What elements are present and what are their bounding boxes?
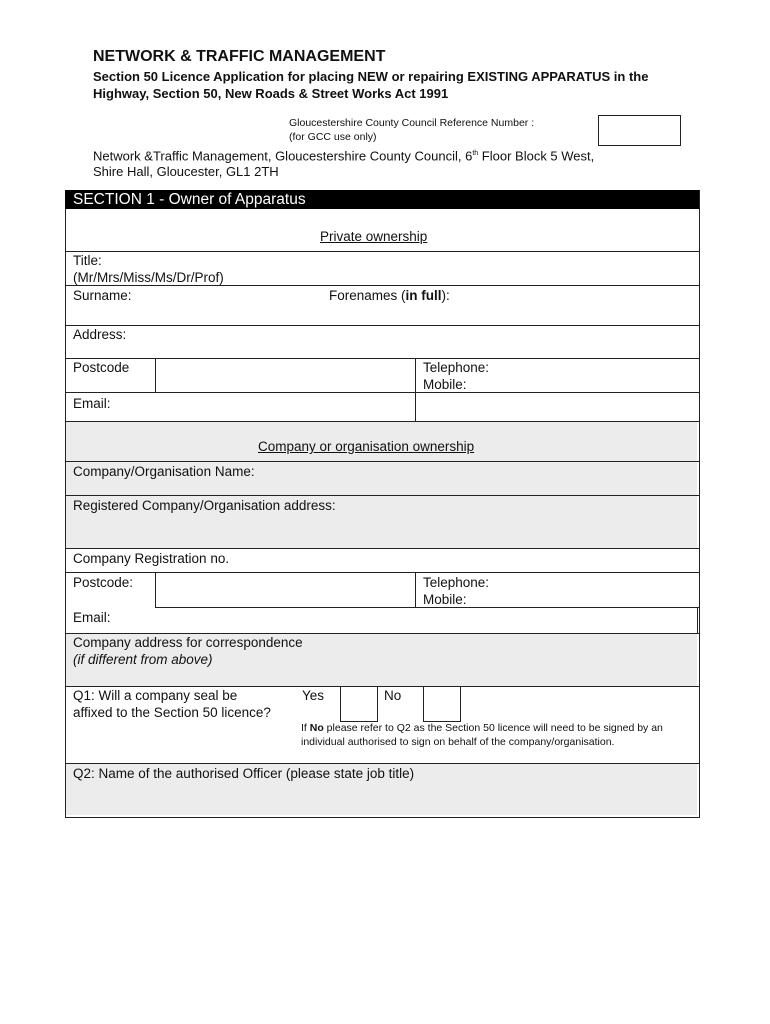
forenames-label: Forenames ( <box>329 288 406 303</box>
correspondence-label <box>73 634 303 668</box>
divider <box>415 572 416 607</box>
q1-note-end: please refer to Q2 as the Section 50 licence will need to be signed by an individual authorised to sign on behalf of the company/organisation. <box>301 722 663 748</box>
email-field[interactable]: Email: <box>73 396 111 411</box>
forenames-label-end: ): <box>441 288 450 303</box>
company-email-field[interactable]: Email: <box>73 610 111 625</box>
postcode-label: Postcode <box>73 360 130 375</box>
council-address <box>93 146 673 180</box>
telephone-label: Telephone: <box>423 360 490 375</box>
reference-label-line2: (for GCC use only) <box>289 131 377 143</box>
correspondence-note: (if different from above) <box>73 652 213 667</box>
reference-label <box>289 116 534 144</box>
registration-number-field[interactable]: Company Registration no. <box>73 551 230 566</box>
divider <box>65 461 699 462</box>
phone-field[interactable] <box>423 359 693 393</box>
address-part1: Network &Traffic Management, Gloucestershire County Council, 6 <box>93 148 473 164</box>
page-title: NETWORK & TRAFFIC MANAGEMENT <box>93 48 386 65</box>
reference-number-field[interactable] <box>598 115 681 146</box>
q1-note-bold: No <box>309 722 324 734</box>
company-name-label: Company/Organisation Name: <box>73 464 255 479</box>
forenames-field[interactable] <box>329 287 689 323</box>
registered-address-label: Registered Company/Organisation address: <box>73 498 336 513</box>
yes-checkbox[interactable] <box>340 686 378 722</box>
divider <box>65 421 699 422</box>
company-phone-field[interactable] <box>423 574 693 608</box>
no-label: No <box>384 688 402 703</box>
divider <box>65 548 699 549</box>
no-checkbox[interactable] <box>423 686 461 722</box>
divider <box>65 763 699 764</box>
q1-label: Q1: Will a company seal be affixed to the Section 50 licence? <box>73 688 271 720</box>
divider <box>155 572 156 607</box>
title-label: Title: <box>73 253 102 268</box>
section-header <box>65 190 699 209</box>
address-part2: Floor Block 5 West, <box>478 148 595 164</box>
q2-label: Q2: Name of the authorised Officer (please state job title) <box>73 766 415 781</box>
title-field[interactable] <box>73 252 224 286</box>
postcode-input[interactable] <box>157 360 413 391</box>
company-telephone-label: Telephone: <box>423 575 490 590</box>
divider <box>415 358 416 421</box>
q1-note-start: If <box>301 722 310 734</box>
surname-field[interactable]: Surname: <box>73 288 132 303</box>
title-options: (Mr/Mrs/Miss/Ms/Dr/Prof) <box>73 270 224 285</box>
mobile-label: Mobile: <box>423 377 467 392</box>
divider <box>697 607 698 633</box>
address-line2: Shire Hall, Gloucester, GL1 2TH <box>93 164 279 180</box>
address-sup: th <box>472 150 479 157</box>
company-postcode-input[interactable] <box>157 574 413 606</box>
yes-label: Yes <box>302 688 325 703</box>
divider <box>155 358 156 392</box>
section-title: SECTION 1 - Owner of Apparatus <box>73 191 306 208</box>
private-ownership-heading: Private ownership <box>320 229 428 244</box>
page-subtitle: Section 50 Licence Application for placing NEW or repairing EXISTING APPARATUS in the Highway, Section 50, New Roads & Street Works Act 1991 <box>93 69 649 101</box>
reference-label-line1: Gloucestershire County Council Reference Number : <box>289 117 535 129</box>
correspondence-title: Company address for correspondence <box>73 635 303 650</box>
divider <box>65 495 699 496</box>
forenames-label-bold: in full <box>405 288 442 303</box>
company-mobile-label: Mobile: <box>423 592 467 607</box>
company-ownership-heading: Company or organisation ownership <box>258 439 475 454</box>
divider <box>65 572 699 573</box>
company-postcode-label: Postcode: <box>73 575 134 590</box>
address-field[interactable]: Address: <box>73 327 127 342</box>
q1-note <box>301 721 681 749</box>
